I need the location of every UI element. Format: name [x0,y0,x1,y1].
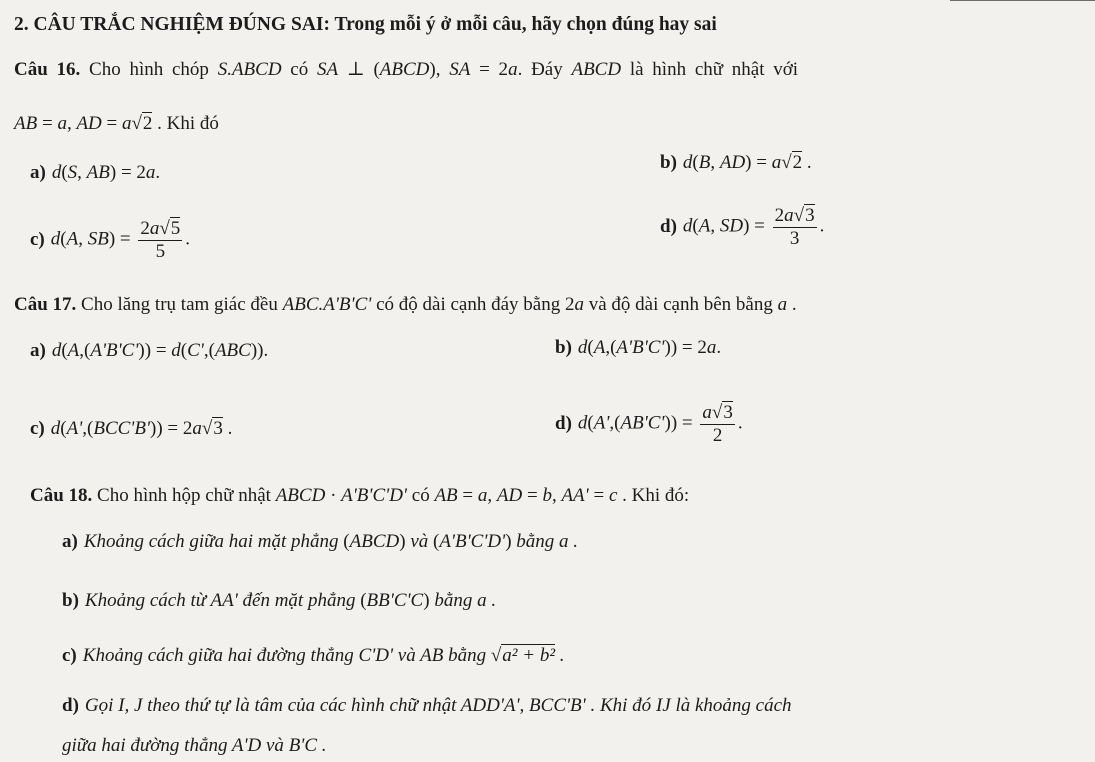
q17-option-b: b) d(A,(A'B'C')) = 2a. [555,337,722,358]
q16-intro: Cho hình chóp S.ABCD có SA ⊥ (ABCD), SA = 2a. Đáy ABCD là hình chữ nhật với [89,59,799,80]
q17-d-fraction: $\frac{a√3}{2}$ [702,402,733,446]
q18-option-b: b) Khoảng cách từ AA' đến mặt phẳng (BB'C'C) bằng a . [62,590,497,611]
q16-option-a-label: a) [30,162,46,183]
q18-intro-line [30,485,689,507]
q17-option-d-label: d) [555,412,572,434]
q16-option-a: a) d(S, AB) = 2a. [30,162,161,183]
q16-intro-line [14,58,798,81]
q16-c-fraction: $\frac{2a√5}{5}$ [140,218,181,262]
q18-intro: Cho hình hộp chữ nhật ABCD · A'B'C'D' có AB = a, AD = b, AA' = c . Khi đó: [97,485,690,506]
q18-option-a: a) Khoảng cách giữa hai mặt phẳng (ABCD) và (A'B'C'D') bằng a . [62,531,579,552]
q17-label: Câu 17. [14,294,77,315]
q18-label: Câu 18. [30,485,93,506]
q17-option-a: a) d(A,(A'B'C')) = d(C',(ABC)). [30,340,269,361]
q16-option-d-label: d) [660,215,677,237]
q17-option-c: c) d(A',(BCC'B')) = 2a√3 . [30,418,233,439]
q17-option-c-label: c) [30,418,45,439]
q18-continuation: giữa hai đường thẳng A'D và B'C . [62,735,327,756]
page-top-rule [950,0,1095,1]
q18-option-d: d) Gọi I, J theo thứ tự là tâm của các hình chữ nhật ADD'A', BCC'B' . Khi đó IJ là khoảng cách [62,695,792,716]
q17-intro-line [14,294,797,316]
q18-option-c: c) Khoảng cách giữa hai đường thẳng C'D' và AB bằng √a² + b² . [62,645,565,666]
q16-option-d: d) d(A, SD) = $\frac{2a√3}{3}$ . [660,205,825,249]
section-title [14,14,717,36]
section-title-text: 2. CÂU TRẮC NGHIỆM ĐÚNG SAI: Trong mỗi ý ở mỗi câu, hãy chọn đúng hay sai [14,14,717,35]
q17-option-d: d) d(A',(AB'C')) = $\frac{a√3}{2}$ . [555,402,743,446]
q17-option-b-label: b) [555,337,572,358]
q17-option-a-label: a) [30,340,46,361]
q16-option-c-label: c) [30,228,45,250]
q16-given: AB = a, AD = a√2 . Khi đó [14,113,219,134]
q16-d-fraction: $\frac{2a√3}{3}$ [774,205,815,249]
q18-option-c-label: c) [62,645,77,666]
q16-option-c: c) d(A, SB) = $\frac{2a√5}{5}$ . [30,218,191,262]
q18-option-a-label: a) [62,531,78,552]
q16-option-b-label: b) [660,152,677,173]
q17-intro: Cho lăng trụ tam giác đều ABC.A'B'C' có độ dài cạnh đáy bằng 2a và độ dài cạnh bên bằng a . [81,294,797,315]
q18-option-b-label: b) [62,590,79,611]
q18-option-d-label: d) [62,695,79,716]
q16-label: Câu 16. [14,59,81,80]
q16-option-b: b) d(B, AD) = a√2 . [660,152,812,173]
